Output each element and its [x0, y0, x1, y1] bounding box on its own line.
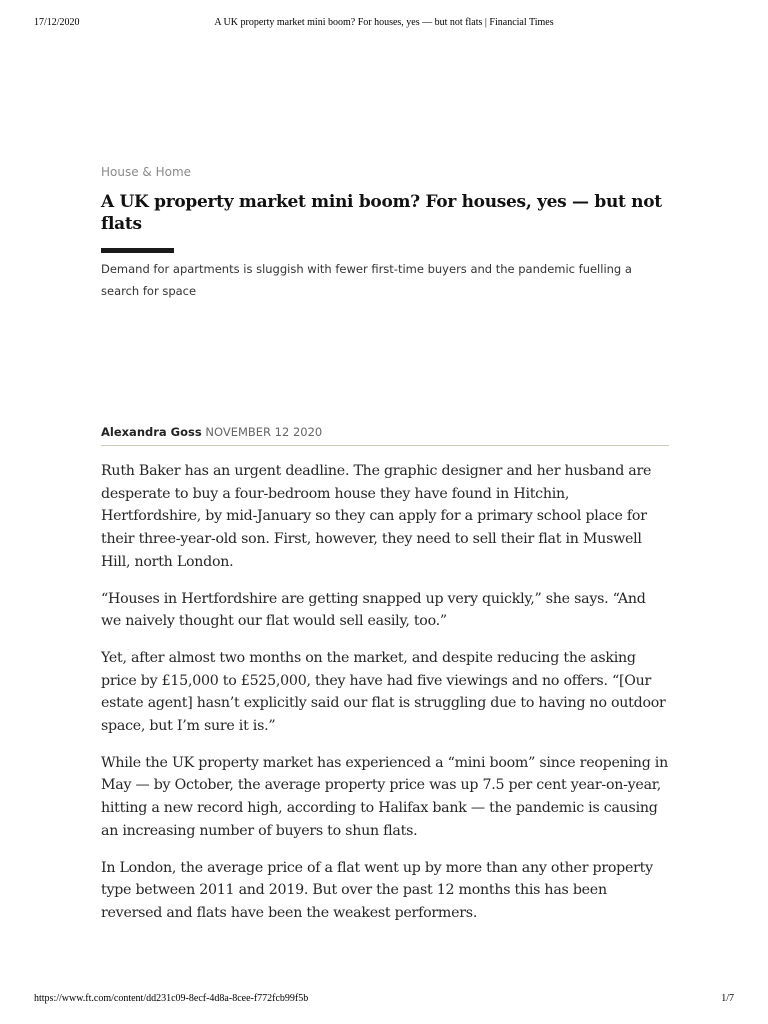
byline [101, 424, 669, 446]
print-page-number: 1/7 [721, 993, 734, 1004]
print-date: 17/12/2020 [34, 17, 80, 28]
author-link[interactable]: Alexandra Goss [101, 425, 202, 439]
print-url: https://www.ft.com/content/dd231c09-8ecf-4d8a-8cee-f772fcb99f5b [34, 993, 309, 1004]
body-paragraph: Ruth Baker has an urgent deadline. The graphic designer and her husband are desperate to buy a four-bedroom house they have found in Hitchin, Hertfordshire, by mid-January so they can apply for a primary school place for their three-year-old son. First, however, they need to sell their flat in Muswell Hill, north London. [101, 463, 652, 570]
article [101, 164, 669, 921]
article-headline: A UK property market mini boom? For houses, yes — but not flats [101, 192, 662, 234]
publish-date: NOVEMBER 12 2020 [205, 425, 323, 439]
body-paragraph: In London, the average price of a flat went up by more than any other property type between 2011 and 2019. But over the past 12 months this has been reversed and flats have been the weakest performers. [101, 859, 653, 921]
section-link[interactable]: House & Home [101, 165, 192, 179]
body-paragraph: “Houses in Hertfordshire are getting snapped up very quickly,” she says. “And we naively thought our flat would sell easily, too.” [101, 590, 646, 630]
body-paragraph: While the UK property market has experienced a “mini boom” since reopening in May — by October, the average property price was up 7.5 per cent year-on-year, hitting a new record high, according to Halifax bank — the pandemic is causing an increasing number of buyers to shun flats. [101, 754, 668, 839]
article-standfirst: Demand for apartments is sluggish with fewer first-time buyers and the pandemic fuelling a search for space [101, 262, 632, 298]
print-header [34, 17, 734, 31]
print-document-title: A UK property market mini boom? For houses, yes — but not flats | Financial Times [214, 17, 554, 28]
article-body [101, 460, 669, 939]
print-footer [34, 993, 734, 1007]
headline-divider [101, 248, 174, 253]
body-paragraph: Yet, after almost two months on the market, and despite reducing the asking price by £15,000 to £525,000, they have had five viewings and no offers. “[Our estate agent] hasn’t explicitly said our flat is struggling due to having no outdoor space, but I’m sure it is.” [101, 649, 666, 735]
